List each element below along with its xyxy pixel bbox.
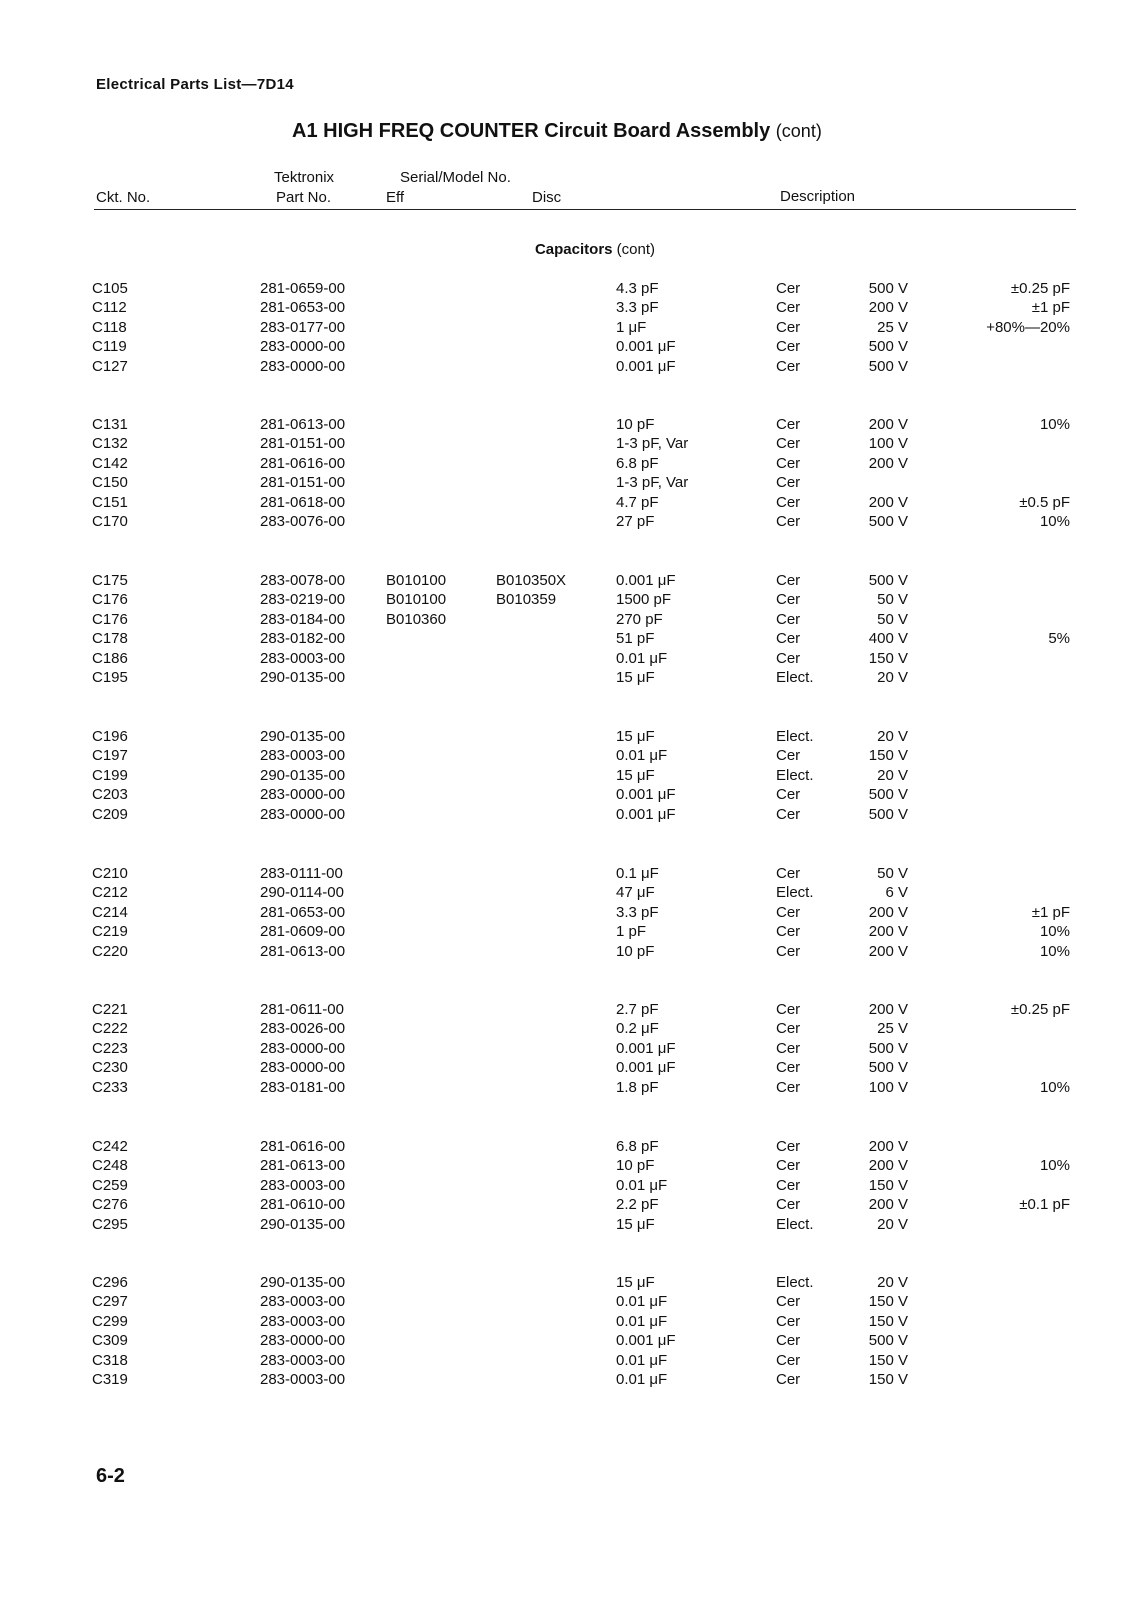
cell-value: 51 pF (616, 630, 655, 648)
cell-value: 6.8 pF (616, 454, 659, 472)
cell-type: Cer (776, 1001, 801, 1018)
cell-ckt: C230 (92, 1059, 128, 1077)
title-main: A1 HIGH FREQ COUNTER Circuit Board Assembly (292, 120, 771, 142)
cell-value: 15 μF (616, 728, 655, 745)
cell-value: 10 pF (616, 416, 655, 433)
cell-part: 281-0613-00 (260, 1157, 346, 1175)
title-suffix: (cont) (775, 121, 822, 141)
cell-type: Cer (776, 513, 801, 530)
cell-value: 2.2 pF (616, 1196, 659, 1214)
cell-voltage: 200 V (868, 454, 908, 472)
cell-part: 283-0000-00 (260, 786, 346, 804)
cell-value: 1 μF (616, 318, 647, 336)
cell-ckt: C233 (92, 1078, 128, 1096)
cell-type: Cer (776, 416, 801, 433)
cell-part: 281-0151-00 (260, 435, 346, 453)
cell-voltage: 200 V (868, 942, 908, 960)
cell-ckt: C210 (92, 865, 128, 882)
cell-value: 4.7 pF (616, 493, 659, 511)
cell-ckt: C197 (92, 747, 128, 765)
cell-part: 283-0076-00 (260, 513, 346, 530)
cell-value: 0.001 μF (616, 338, 676, 356)
section-name: Capacitors (534, 241, 613, 258)
cell-part: 283-0003-00 (260, 747, 346, 765)
cell-part: 290-0135-00 (260, 1215, 346, 1233)
cell-part: 283-0000-00 (260, 1059, 346, 1077)
cell-type: Cer (776, 903, 801, 921)
cell-type: Cer (776, 610, 801, 628)
cell-part: 290-0114-00 (260, 884, 344, 902)
cell-part: 281-0151-00 (260, 474, 346, 492)
cell-value: 2.7 pF (616, 1001, 659, 1018)
cell-voltage: 500 V (868, 338, 908, 356)
cell-part: 281-0613-00 (260, 416, 346, 433)
cell-value: 0.01 μF (616, 1351, 668, 1369)
cell-part: 281-0616-00 (260, 454, 346, 472)
cell-voltage: 200 V (868, 1157, 908, 1175)
cell-ckt: C132 (92, 435, 128, 453)
cell-ckt: C242 (92, 1138, 128, 1155)
cell-value: 15 μF (616, 1215, 655, 1233)
cell-type: Cer (776, 493, 801, 511)
cell-tol: 10% (1039, 1157, 1070, 1175)
cell-type: Cer (776, 1020, 801, 1038)
cell-part: 283-0000-00 (260, 805, 346, 823)
section-suffix: (cont) (616, 241, 656, 258)
cell-tol: ±0.25 pF (1010, 1001, 1070, 1018)
cell-ckt: C151 (92, 493, 128, 511)
cell-tol: 10% (1039, 513, 1070, 530)
cell-value: 0.001 μF (616, 1059, 676, 1077)
cell-tol: ±0.5 pF (1019, 493, 1070, 511)
cell-ckt: C105 (92, 280, 128, 297)
cell-value: 47 μF (616, 884, 655, 902)
cell-part: 283-0026-00 (260, 1020, 346, 1038)
col-header-disc: Disc (532, 189, 562, 206)
cell-ckt: C178 (92, 630, 128, 648)
cell-part: 290-0135-00 (260, 1274, 346, 1291)
cell-voltage: 50 V (877, 591, 908, 609)
cell-value: 4.3 pF (616, 280, 659, 297)
cell-part: 283-0003-00 (260, 1176, 346, 1194)
cell-ckt: C199 (92, 766, 128, 784)
cell-part: 281-0609-00 (260, 923, 346, 941)
cell-tol: 10% (1039, 923, 1070, 941)
col-header-description: Description (780, 188, 856, 205)
cell-part: 283-0000-00 (260, 357, 346, 375)
cell-ckt: C131 (92, 416, 128, 433)
cell-voltage: 500 V (868, 572, 908, 589)
cell-ckt: C214 (92, 903, 128, 921)
cell-ckt: C319 (92, 1371, 128, 1388)
cell-type: Cer (776, 649, 801, 667)
cell-type: Cer (776, 318, 801, 336)
cell-voltage: 20 V (877, 728, 908, 745)
col-header-eff: Eff (386, 189, 405, 206)
cell-part: 281-0659-00 (260, 280, 346, 297)
cell-part: 283-0181-00 (260, 1078, 346, 1096)
cell-value: 0.001 μF (616, 1332, 676, 1350)
cell-part: 281-0611-00 (260, 1001, 344, 1018)
cell-voltage: 150 V (868, 1312, 908, 1330)
cell-part: 283-0182-00 (260, 630, 346, 648)
cell-voltage: 500 V (868, 357, 908, 375)
running-header: Electrical Parts List—7D14 (96, 76, 294, 93)
cell-voltage: 20 V (877, 766, 908, 784)
cell-tol: ±0.1 pF (1019, 1196, 1070, 1214)
cell-part: 281-0653-00 (260, 299, 346, 317)
cell-value: 1 pF (616, 923, 647, 941)
cell-ckt: C176 (92, 610, 128, 628)
cell-part: 283-0000-00 (260, 1332, 346, 1350)
cell-type: Cer (776, 299, 801, 317)
cell-voltage: 200 V (868, 493, 908, 511)
cell-part: 290-0135-00 (260, 669, 346, 686)
cell-ckt: C219 (92, 923, 128, 941)
cell-voltage: 200 V (868, 416, 908, 433)
cell-ckt: C186 (92, 649, 128, 667)
cell-voltage: 200 V (868, 299, 908, 317)
cell-part: 283-0003-00 (260, 1293, 346, 1311)
cell-tol: ±1 pF (1031, 299, 1070, 317)
cell-type: Cer (776, 591, 801, 609)
cell-value: 3.3 pF (616, 299, 659, 317)
cell-value: 0.001 μF (616, 1039, 676, 1057)
cell-ckt: C296 (92, 1274, 128, 1291)
cell-value: 0.01 μF (616, 1176, 668, 1194)
cell-voltage: 150 V (868, 1351, 908, 1369)
cell-type: Cer (776, 280, 801, 297)
cell-voltage: 25 V (877, 318, 908, 336)
cell-part: 281-0613-00 (260, 942, 346, 960)
cell-value: 0.001 μF (616, 805, 676, 823)
cell-ckt: C318 (92, 1351, 128, 1369)
cell-type: Cer (776, 630, 801, 648)
cell-part: 281-0618-00 (260, 493, 346, 511)
cell-voltage: 150 V (868, 1371, 908, 1388)
cell-part: 290-0135-00 (260, 728, 346, 745)
cell-part: 283-0111-00 (260, 865, 343, 882)
cell-type: Cer (776, 454, 801, 472)
cell-tol: 10% (1039, 1078, 1070, 1096)
col-header-part-no: Part No. (276, 189, 332, 206)
cell-value: 0.01 μF (616, 1371, 668, 1388)
cell-type: Cer (776, 1196, 801, 1214)
cell-ckt: C220 (92, 942, 128, 960)
cell-ckt: C170 (92, 513, 128, 530)
cell-type: Cer (776, 1332, 801, 1350)
cell-part: 281-0653-00 (260, 903, 346, 921)
cell-part: 281-0610-00 (260, 1196, 346, 1214)
cell-voltage: 50 V (877, 610, 908, 628)
cell-type: Elect. (776, 766, 814, 784)
cell-type: Cer (776, 1138, 801, 1155)
cell-type: Elect. (776, 1274, 814, 1291)
cell-value: 0.1 μF (616, 865, 659, 882)
cell-value: 10 pF (616, 1157, 655, 1175)
cell-value: 0.001 μF (616, 357, 676, 375)
cell-type: Cer (776, 572, 801, 589)
cell-part: 283-0078-00 (260, 572, 346, 589)
cell-voltage: 500 V (868, 1059, 908, 1077)
col-header-serial-model: Serial/Model No. (400, 169, 511, 186)
cell-voltage: 500 V (868, 513, 908, 530)
cell-value: 3.3 pF (616, 903, 659, 921)
cell-value: 270 pF (616, 610, 663, 628)
cell-type: Elect. (776, 884, 814, 902)
cell-value: 0.001 μF (616, 572, 676, 589)
cell-eff: B010360 (386, 610, 447, 628)
cell-value: 1.8 pF (616, 1078, 659, 1096)
cell-voltage: 25 V (877, 1020, 908, 1038)
cell-voltage: 400 V (868, 630, 908, 648)
cell-tol: 10% (1039, 942, 1070, 960)
cell-tol: 5% (1048, 630, 1070, 648)
cell-ckt: C222 (92, 1020, 128, 1038)
cell-type: Cer (776, 805, 801, 823)
cell-ckt: C209 (92, 805, 128, 823)
cell-value: 0.001 μF (616, 786, 676, 804)
cell-type: Cer (776, 1157, 801, 1175)
cell-type: Elect. (776, 1215, 814, 1233)
cell-value: 15 μF (616, 766, 655, 784)
cell-part: 283-0000-00 (260, 1039, 346, 1057)
cell-ckt: C196 (92, 728, 128, 745)
cell-type: Cer (776, 357, 801, 375)
cell-voltage: 200 V (868, 923, 908, 941)
cell-voltage: 20 V (877, 669, 908, 686)
cell-type: Cer (776, 474, 801, 492)
cell-type: Cer (776, 1351, 801, 1369)
cell-eff: B010100 (386, 572, 447, 589)
cell-ckt: C299 (92, 1312, 128, 1330)
cell-voltage: 500 V (868, 1332, 908, 1350)
cell-tol: 10% (1039, 416, 1070, 433)
cell-part: 283-0219-00 (260, 591, 346, 609)
cell-voltage: 150 V (868, 649, 908, 667)
cell-ckt: C221 (92, 1001, 128, 1018)
cell-value: 1-3 pF, Var (616, 474, 689, 492)
cell-ckt: C150 (92, 474, 128, 492)
cell-type: Cer (776, 942, 801, 960)
cell-voltage: 100 V (868, 435, 908, 453)
cell-part: 283-0003-00 (260, 1351, 346, 1369)
cell-value: 1-3 pF, Var (616, 435, 689, 453)
col-header-tektronix: Tektronix (274, 169, 335, 186)
cell-ckt: C203 (92, 786, 128, 804)
cell-eff: B010100 (386, 591, 447, 609)
cell-value: 0.01 μF (616, 747, 668, 765)
cell-type: Cer (776, 1176, 801, 1194)
cell-value: 0.2 μF (616, 1020, 659, 1038)
page-number: 6-2 (96, 1465, 125, 1487)
cell-type: Cer (776, 923, 801, 941)
cell-type: Cer (776, 1039, 801, 1057)
cell-type: Elect. (776, 728, 814, 745)
cell-value: 15 μF (616, 669, 655, 686)
cell-voltage: 150 V (868, 747, 908, 765)
cell-ckt: C248 (92, 1157, 128, 1175)
cell-part: 281-0616-00 (260, 1138, 346, 1155)
cell-voltage: 200 V (868, 903, 908, 921)
cell-ckt: C175 (92, 572, 128, 589)
cell-ckt: C297 (92, 1293, 128, 1311)
cell-voltage: 20 V (877, 1215, 908, 1233)
cell-value: 1500 pF (616, 591, 672, 609)
cell-voltage: 500 V (868, 786, 908, 804)
cell-voltage: 150 V (868, 1293, 908, 1311)
cell-voltage: 200 V (868, 1138, 908, 1155)
cell-voltage: 150 V (868, 1176, 908, 1194)
cell-ckt: C212 (92, 884, 128, 902)
cell-type: Cer (776, 338, 801, 356)
cell-tol: +80%—20% (986, 318, 1070, 336)
cell-ckt: C276 (92, 1196, 128, 1214)
cell-voltage: 500 V (868, 280, 908, 297)
cell-voltage: 6 V (885, 884, 908, 902)
cell-type: Cer (776, 1312, 801, 1330)
cell-value: 0.01 μF (616, 1312, 668, 1330)
cell-ckt: C259 (92, 1176, 128, 1194)
cell-voltage: 500 V (868, 1039, 908, 1057)
cell-part: 283-0003-00 (260, 1312, 346, 1330)
col-header-ckt-no: Ckt. No. (96, 189, 151, 206)
cell-tol: ±0.25 pF (1010, 280, 1070, 297)
cell-ckt: C118 (92, 318, 127, 336)
cell-value: 0.01 μF (616, 649, 668, 667)
cell-part: 283-0003-00 (260, 649, 346, 667)
cell-value: 6.8 pF (616, 1138, 659, 1155)
cell-ckt: C295 (92, 1215, 128, 1233)
cell-ckt: C223 (92, 1039, 128, 1057)
cell-ckt: C195 (92, 669, 128, 686)
cell-voltage: 50 V (877, 865, 908, 882)
cell-voltage: 500 V (868, 805, 908, 823)
cell-type: Elect. (776, 669, 814, 686)
cell-voltage: 20 V (877, 1274, 908, 1291)
cell-part: 283-0000-00 (260, 338, 346, 356)
cell-value: 10 pF (616, 942, 655, 960)
cell-type: Cer (776, 1293, 801, 1311)
cell-type: Cer (776, 865, 801, 882)
cell-voltage: 200 V (868, 1001, 908, 1018)
cell-type: Cer (776, 786, 801, 804)
cell-type: Cer (776, 435, 801, 453)
cell-disc: B010350X (496, 572, 567, 589)
cell-ckt: C309 (92, 1332, 128, 1350)
cell-value: 0.01 μF (616, 1293, 668, 1311)
cell-part: 283-0003-00 (260, 1371, 346, 1388)
cell-voltage: 100 V (868, 1078, 908, 1096)
cell-voltage: 200 V (868, 1196, 908, 1214)
cell-disc: B010359 (496, 591, 557, 609)
cell-ckt: C127 (92, 357, 128, 375)
cell-ckt: C176 (92, 591, 128, 609)
cell-type: Cer (776, 1078, 801, 1096)
cell-ckt: C119 (92, 338, 127, 356)
cell-value: 27 pF (616, 513, 655, 530)
cell-part: 283-0177-00 (260, 318, 346, 336)
cell-part: 283-0184-00 (260, 610, 346, 628)
cell-type: Cer (776, 1371, 801, 1388)
cell-tol: ±1 pF (1031, 903, 1070, 921)
cell-ckt: C112 (92, 299, 127, 317)
cell-ckt: C142 (92, 454, 128, 472)
cell-part: 290-0135-00 (260, 766, 346, 784)
cell-value: 15 μF (616, 1274, 655, 1291)
cell-type: Cer (776, 1059, 801, 1077)
cell-type: Cer (776, 747, 801, 765)
